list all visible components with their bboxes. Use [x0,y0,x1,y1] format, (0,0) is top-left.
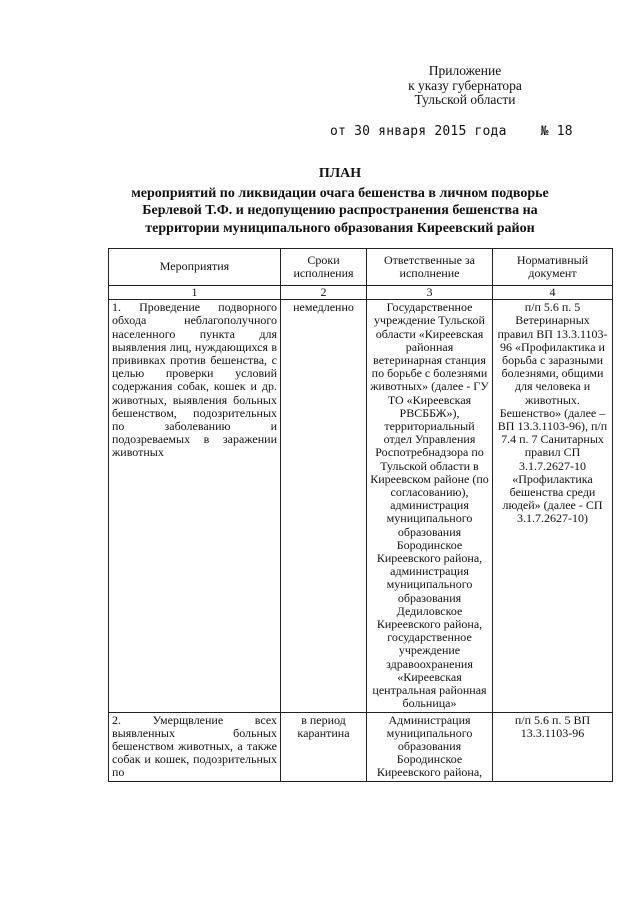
table-row [109,712,613,781]
table-row [109,300,613,712]
column-number: 2 [281,286,367,300]
decree-dateline [330,124,573,139]
deadline-cell: в период карантина [281,712,367,781]
plan-heading: ПЛАН [318,166,362,181]
responsible-cell: Администрация муниципального образования Бородинское Киреевского района, [367,712,493,781]
normative-cell: п/п 5.6 п. 5 Ветеринарных правил ВП 13.3.1103-96 «Профилактика и борьба с заразными болезнями, общими для человека и животных. Бешенство» (далее – ВП 13.3.1103-96), п/п 7.4 п. 7 Санитарных правил СП 3.1.7.2627-10 «Профилактика бешенства среди людей» (далее - СП 3.1.7.2627-10) [493,300,613,712]
plan-subtitle-line-2: Берлевой Т.Ф. и недопущению распространения бешенства на [142,203,538,218]
plan-subtitle-line-3: территории муниципального образования Киреевский район [145,220,535,236]
decree-number: 18 [556,124,573,139]
number-label: № [540,124,549,139]
header-activities: Мероприятия [109,249,281,286]
plan-table [108,248,613,782]
column-number: 1 [109,286,281,300]
header-responsible: Ответственные за исполнение [367,249,493,286]
column-number: 4 [493,286,613,300]
responsible-cell: Государственное учреждение Тульской области «Киреевская районная ветеринарная станция по борьбе с болезнями животных» (далее - ГУ ТО «Киреевская РВСББЖ»), территориальный отдел Управления Роспотребнадзора по Тульской области в Киреевском районе (по согласованию), администрация муниципального образования Бородинское Киреевского района, администрация муниципального образования Дедиловское Киреевского района, государственное учреждение здравоохранения «Киреевская центральная районная больница» [367,300,493,712]
header-deadlines: Сроки исполнения [281,249,367,286]
table-header-row [109,249,613,286]
from-label: от [330,124,347,139]
column-number: 3 [367,286,493,300]
normative-cell: п/п 5.6 п. 5 ВП 13.3.1103-96 [493,712,613,781]
table-column-number-row [109,286,613,300]
annex-block [380,64,550,108]
annex-line-1: Приложение [428,63,502,78]
header-normative: Нормативный документ [493,249,613,286]
plan-subtitle-line-1: мероприятий по ликвидации очага бешенства в личном подворье [131,185,549,201]
deadline-cell: немедленно [281,300,367,712]
activity-cell: 2. Умерщвление всех выявленных больных бешенством животных, а также собак и кошек, подозрительных по [109,712,281,781]
annex-line-2: к указу губернатора [408,77,522,93]
activity-cell: 1. Проведение подворного обхода неблагополучного населенного пункта для выявления лиц, нуждающихся в прививках против бешенства, с целью проверки условий содержания собак, кошек и др. животных, выявления больных бешенством, подозрительных по заболеванию и подозреваемых в заражении животных [109,300,281,712]
annex-line-3: Тульской области [414,92,516,107]
plan-title [80,165,600,237]
decree-date: 30 января 2015 года [354,124,507,139]
